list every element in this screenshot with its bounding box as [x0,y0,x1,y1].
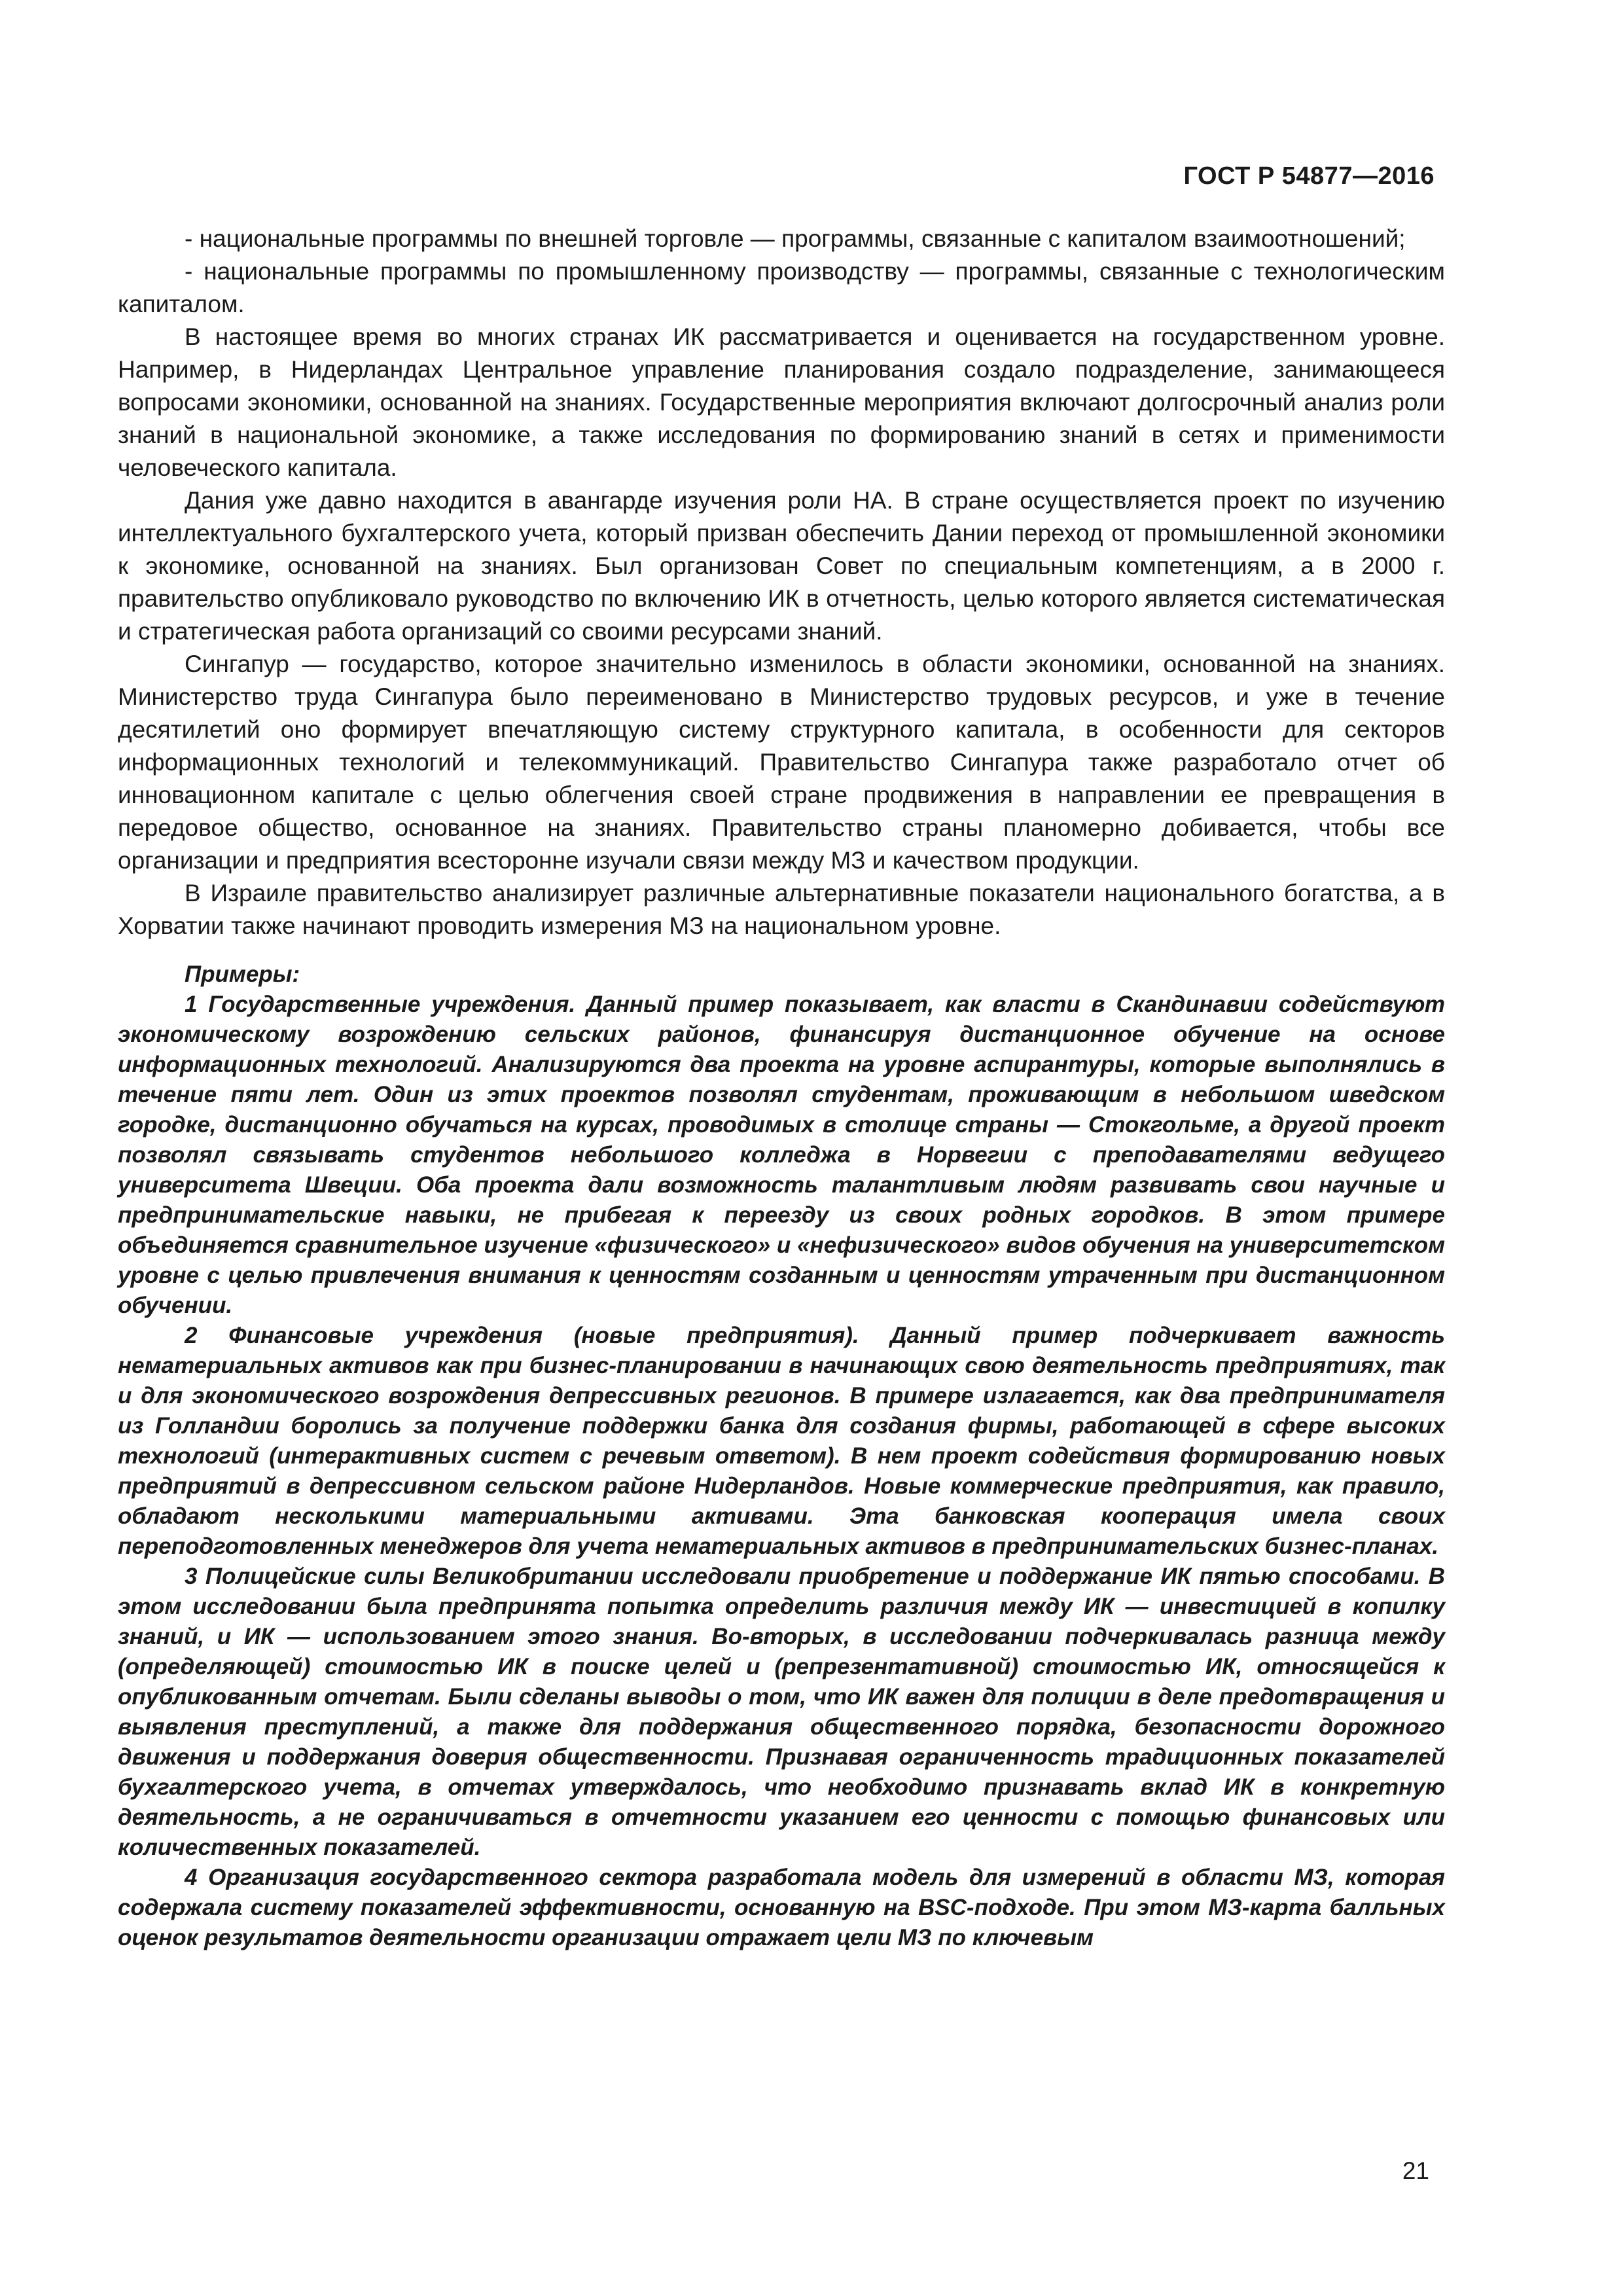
document-body [118,223,1445,1953]
paragraph: В настоящее время во многих странах ИК рассматривается и оценивается на государственном уровне. Например, в Нидерландах Центральное управление планирования создало подразделение, занимающееся вопросами экономики, основанной на знаниях. Государственные мероприятия включают долгосрочный анализ роли знаний в национальной экономике, а также исследования по формированию знаний в сетях и применимости человеческого капитала. [118,323,1445,481]
examples-section [118,960,1445,1953]
example-item: 3 Полицейские силы Великобритании исследовали приобретение и поддержание ИК пятью способами. В этом исследовании была предпринята попытка определить различия между ИК — инвестицией в копилку знаний, и ИК — использованием этого знания. Во-вторых, в исследовании подчеркивалась разница между (определяющей) стоимостью ИК в поиске целей и (репрезентативной) стоимостью ИК, относящейся к опубликованным отчетам. Были сделаны выводы о том, что ИК важен для полиции в деле предотвращения и выявления преступлений, а также для поддержания общественного порядка, безопасности дорожного движения и поддержания доверия общественности. Признавая ограниченность традиционных показателей бухгалтерского учета, в отчетах утверждалось, что необходимо признавать вклад ИК в конкретную деятельность, а не ограничиваться в отчетности указанием его ценности с помощью финансовых или количественных показателей. [118,1564,1445,1860]
paragraph: - национальные программы по внешней торговле — программы, связанные с капиталом взаимоотношений; [185,225,1406,252]
example-item: 4 Организация государственного сектора разработала модель для измерений в области МЗ, которая содержала систему показателей эффективности, основанную на BSC-подходе. При этом МЗ-карта балльных оценок результатов деятельности организации отражает цели МЗ по ключевым [118,1865,1445,1950]
paragraph: Сингапур — государство, которое значительно изменилось в области экономики, основанной на знаниях. Министерство труда Сингапура было переименовано в Министерство трудовых ресурсов, и уже в течение десятилетий оно формирует впечатляющую систему структурного капитала, в особенности для секторов информационных технологий и телекоммуникаций. Правительство Сингапура также разработало отчет об инновационном капитале с целью облегчения своей стране продвижения в направлении ее превращения в передовое общество, основанное на знаниях. Правительство страны планомерно добивается, чтобы все организации и предприятия всесторонне изучали связи между МЗ и качеством продукции. [118,651,1445,874]
page-number: 21 [1402,2157,1429,2184]
paragraph: Дания уже давно находится в авангарде изучения роли НА. В стране осуществляется проект по изучению интеллектуального бухгалтерского учета, который призван обеспечить Дании переход от промышленной экономики к экономике, основанной на знаниях. Был организован Совет по специальным компетенциям, а в 2000 г. правительство опубликовало руководство по включению ИК в отчетность, целью которого является систематическая и стратегическая работа организаций со своими ресурсами знаний. [118,487,1445,645]
paragraph: - национальные программы по промышленному производству — программы, связанные с технологическим капиталом. [118,258,1445,317]
document-header: ГОСТ Р 54877—2016 [1183,162,1435,190]
paragraph: В Израиле правительство анализирует различные альтернативные показатели национального богатства, а в Хорватии также начинают проводить измерения МЗ на национальном уровне. [118,880,1445,939]
example-item: 2 Финансовые учреждения (новые предприятия). Данный пример подчеркивает важность нематериальных активов как при бизнес-планировании в начинающих свою деятельность предприятиях, так и для экономического возрождения депрессивных регионов. В примере излагается, как два предпринимателя из Голландии боролись за получение поддержки банка для создания фирмы, работающей в сфере высоких технологий (интерактивных систем с речевым ответом). В нем проект содействия формированию новых предприятий в депрессивном сельском районе Нидерландов. Новые коммерческие предприятия, как правило, обладают несколькими материальными активами. Эта банковская кооперация имела своих переподготовленных менеджеров для учета нематериальных активов в предпринимательских бизнес-планах. [118,1323,1445,1559]
example-item: 1 Государственные учреждения. Данный пример показывает, как власти в Скандинавии содействуют экономическому возрождению сельских районов, финансируя дистанционное обучение на основе информационных технологий. Анализируются два проекта на уровне аспирантуры, которые выполнялись в течение пяти лет. Один из этих проектов позволял студентам, проживающим в небольшом шведском городке, дистанционно обучаться на курсах, проводимых в столице страны — Стокгольме, а другой проект позволял связывать студентов небольшого колледжа в Норвегии с преподавателями ведущего университета Швеции. Оба проекта дали возможность талантливым людям развивать свои научные и предпринимательские навыки, не прибегая к переезду из своих родных городков. В этом примере объединяется сравнительное изучение «физического» и «нефизического» видов обучения на университетском уровне с целью привлечения внимания к ценностям созданным и ценностям утраченным при дистанционном обучении. [118,992,1445,1318]
examples-title: Примеры: [185,961,300,987]
